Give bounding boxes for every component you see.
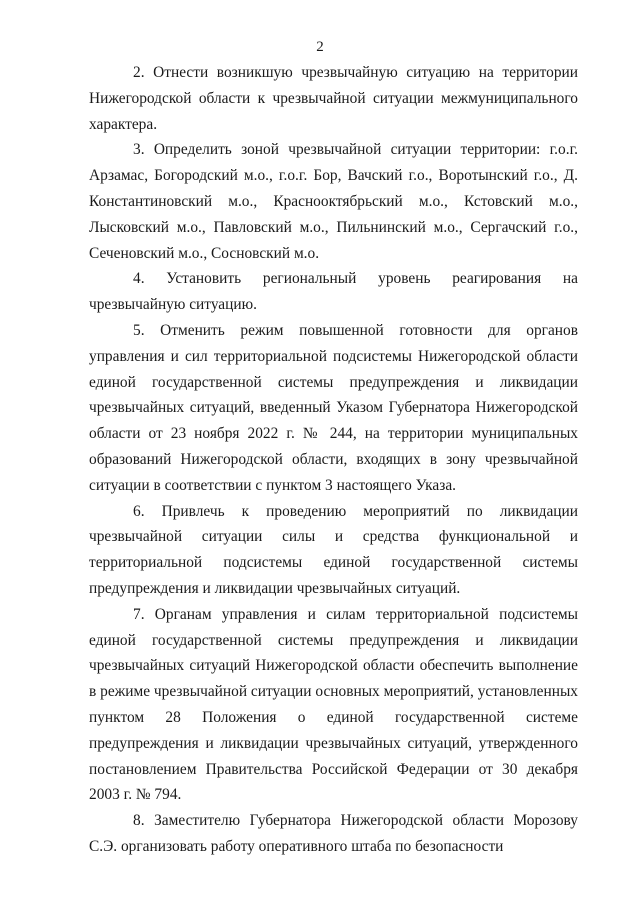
paragraph-item-2: 2. Отнести возникшую чрезвычайную ситуацию на территории Нижегородской области к чрезвычайной ситуации межмуниципального характера. — [89, 64, 578, 133]
paragraph-item-7: 7. Органам управления и силам территориальной подсистемы единой государственной системы предупреждения и ликвидации чрезвычайных ситуаций Нижегородской области обеспечить выполнение в режиме чрезвычайной ситуации основных мероприятий, установленных пунктом 28 Положения о единой государственной системе предупреждения и ликвидации чрезвычайных ситуаций, утвержденного постановлением Правительства Российской Федерации от 30 декабря 2003 г. № 794. — [89, 605, 578, 804]
paragraph-item-6: 6. Привлечь к проведению мероприятий по ликвидации чрезвычайной ситуации силы и средства функциональной и территориальной подсистемы единой государственной системы предупреждения и ликвидации чрезвычайных ситуаций. — [89, 502, 578, 597]
paragraph-item-8: 8. Заместителю Губернатора Нижегородской области Морозову С.Э. организовать работу оперативного штаба по безопасности — [89, 812, 578, 855]
paragraph-item-3: 3. Определить зоной чрезвычайной ситуации территории: г.о.г. Арзамас, Богородский м.о., г.о.г. Бор, Вачский г.о., Воротынский г.о., Д. Константиновский м.о., Краснооктябрьский м.о., Кстовский м.о., Лысковский м.о., Павловский м.о., Пильнинский м.о., Сергачский г.о., Сеченовский м.о., Сосновский м.о. — [89, 141, 578, 262]
paragraph-item-5: 5. Отменить режим повышенной готовности для органов управления и сил территориальной подсистемы Нижегородской области единой государственной системы предупреждения и ликвидации чрезвычайных ситуаций, введенный Указом Губернатора Нижегородской области от 23 ноября 2022 г. № 244, на территории муниципальных образований Нижегородской области, входящих в зону чрезвычайной ситуации в соответствии с пунктом 3 настоящего Указа. — [89, 321, 578, 494]
page-number: 2 — [316, 39, 324, 55]
document-body — [89, 60, 578, 860]
paragraph-item-4: 4. Установить региональный уровень реагирования на чрезвычайную ситуацию. — [89, 270, 578, 314]
